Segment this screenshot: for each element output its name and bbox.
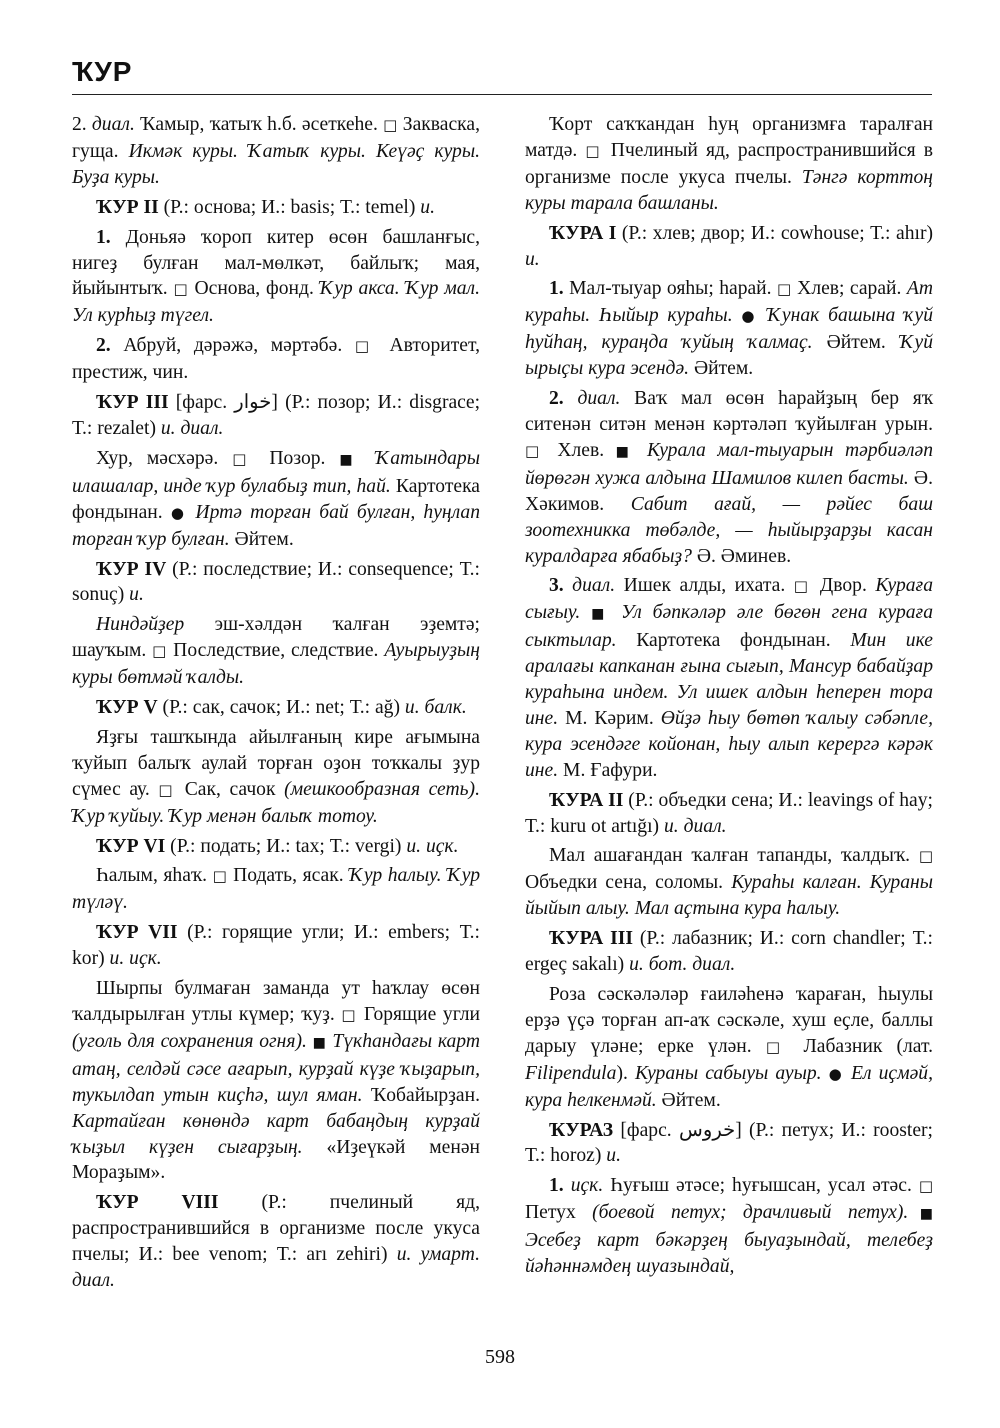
proverb-marker-icon: ● <box>741 307 759 326</box>
left-column <box>72 112 480 1298</box>
headword: ҠУР IV <box>96 558 167 580</box>
headword: ҠУРА III <box>549 928 633 950</box>
translation-marker-icon: □ <box>585 141 603 160</box>
example-marker-icon: ■ <box>591 606 611 623</box>
entry-headword: ҠУРАЗ [фарс. خروس] (Р.: петух; И.: rooster; Т.: horoz) и. <box>525 1119 933 1167</box>
entry-sense: 2. диал. Ҡамыр, ҡатыҡ һ.б. әсеткеһе. □ Закваска, гуща. Икмәк куры. Ҡатыҡ куры. Кеүәҫ куры. Буҙа куры. <box>72 114 481 188</box>
proverb-marker-icon: ● <box>828 1064 844 1083</box>
entry-headword: ҠУР IV (Р.: последствие; И.: consequence; Т.: sonuç) и. <box>72 558 480 606</box>
entry-sense: Һалым, яһаҡ. □ Подать, ясак. Ҡур һалыу. Ҡур түләү. <box>72 865 480 914</box>
entry-sense: Мал ашағандан ҡалған тапанды, ҡалдыҡ. □ Объедки сена, соломы. Кураһы калған. Кураны йыйып алыу. Мал аҫтына кура һалыу. <box>525 845 933 920</box>
example-marker-icon: ■ <box>615 443 636 460</box>
headword: ҠУРА II <box>549 789 624 811</box>
translation-marker-icon: □ <box>152 642 168 661</box>
headword: ҠУР VI <box>96 835 166 857</box>
translation-marker-icon: □ <box>793 577 812 596</box>
entry-sense: Ниндәйҙер эш-хәлдән ҡалған эҙемтә; шауҡым. □ Последствие, следствие. Ауырыуҙың куры бөтмәй ҡалды. <box>72 614 480 689</box>
entry-sense: Шырпы булмаған заманда ут һаҡлау өсөн ҡалдырылған утлы күмер; ҡуҙ. □ Горящие угли (уголь для сохранения огня). ■ Түкһандағы карт атаң, селдәй сәсе ағарып, курҙай күҙе ҡыҙарып, тукылдап утын киҫһә, шул яман. Ҡобайырҙан. Картайған көнөндә карт бабаңдың курҙай ҡыҙыл күҙен сығарҙың. «Иҙеүкәй менән Мораҙым». <box>72 978 480 1184</box>
page-number: 598 <box>485 1346 515 1368</box>
headword: ҠУР III <box>96 392 169 414</box>
translation-marker-icon: □ <box>918 1177 934 1196</box>
entry-sense: Ҡорт саҡҡандан һуң организмға таралған матдә. □ Пчелиный яд, распространившийся в организме после укуса пчелы. Тәнгә корттоң куры тарала башланы. <box>525 114 933 214</box>
headword: ҠУРАЗ <box>549 1119 614 1141</box>
entry-sense: 1. иҫк. Һуғыш әтәсе; һуғышсан, усал әтәс. □ Петух (боевой петух; драчливый петух).■ Эсебеҙ карт бәкәрҙең быуаҙындай, телебеҙ йәһәннәмдең шуазындай, <box>525 1175 934 1278</box>
entry-sense: Хур, мәсхәрә. □ Позор. ■ Ҡатындары илашалар, инде ҡур булабыҙ тип, һай. Картотека фондынан. ● Иртә торған бай булған, һуңлап торған ҡур булған. Әйтем. <box>72 447 481 550</box>
proverb-marker-icon: ● <box>170 503 188 522</box>
right-column <box>525 112 933 1284</box>
entry-headword: ҠУР III [фарс. خوار] (Р.: позор; И.: disgrace; Т.: rezalet) и. диал. <box>72 392 481 439</box>
entry-sense: 2. Абруй, дәрәжә, мәртәбә. □ Авторитет, престиж, чин. <box>72 335 480 384</box>
entry-headword: ҠУР VI (Р.: подать; И.: tax; Т.: vergi) и. иҫк. <box>96 835 459 857</box>
example-marker-icon: ■ <box>908 1206 933 1223</box>
entry-headword: ҠУР VIII (Р.: пчелиный яд, распространившийся в организме после укуса пчелы; И.: bee venom; Т.: arı zehiri) и. умарт. диал. <box>72 1192 480 1292</box>
entry-sense: Роза сәскәләләр ғаиләһенә ҡараған, һыулы ерҙә үҫә торған ап-аҡ сәскәле, хуш еҫле, баллы дарыу үләне; ерке үлән. □ Лабазник (лат. Filipendula). Кураны сабыуы ауыр. ● Ел иҫмәй, кура һелкенмәй. Әйтем. <box>525 984 933 1111</box>
translation-marker-icon: □ <box>341 1006 358 1024</box>
translation-marker-icon: □ <box>765 1037 790 1056</box>
entry-sense: 1. Доньяә ҡороп китер өсөн башланғыс, нигеҙ булған мал-мөлкәт, байлыҡ; мая, йыйынтыҡ. □ Основа, фонд. Ҡур акса. Ҡур мал. Ул курһыҙ түгел. <box>72 226 480 327</box>
headword: ҠУР VIII <box>96 1192 219 1214</box>
entry-sense: 2. диал. Ваҡ мал өсөн һарайҙың бер яҡ ситенән ситән менән кәртәләп ҡуйылған урын. □ Хлев. ■ Курала мал-тыуарын тәрбиәләп йөрөгән хужа алдына Шамилов килеп басты. Ә. Хәкимов. Сабит ағай, — рәйес баш зоотехникка төбәлде, — һыйырҙарҙы касан куралдарға ябабыҙ? Ә. Әминев. <box>525 388 934 567</box>
headword: ҠУР VII <box>96 922 178 944</box>
headword: ҠУР II <box>96 196 159 218</box>
translation-marker-icon: □ <box>232 449 256 468</box>
entry-headword: ҠУР II (Р.: основа; И.: basis; Т.: temel) и. <box>96 196 435 218</box>
header-rule <box>72 94 932 95</box>
headword: ҠУРА I <box>549 222 617 244</box>
example-marker-icon: ■ <box>339 451 362 468</box>
example-marker-icon: ■ <box>312 1034 327 1051</box>
running-head: ҠУР <box>72 56 133 87</box>
entry-sense: 1. Мал-тыуар ояһы; һарай. □ Хлев; сарай. Ат кураһы. Һыйыр кураһы. ● Ҡунак башына ҡуй һуйһаң, кураңда ҡуйың ҡалмаҫ. Әйтем. Ҡуй ырыҫы кура эсендә. Әйтем. <box>525 278 933 380</box>
entry-headword: ҠУРА III (Р.: лабазник; И.: corn chandler; Т.: ergeç sakalı) и. бот. диал. <box>525 928 933 976</box>
entry-headword: ҠУРА II (Р.: объедки сена; И.: leavings of hay; Т.: kuru ot artığı) и. диал. <box>525 789 933 837</box>
translation-marker-icon: □ <box>525 441 546 460</box>
translation-marker-icon: □ <box>173 280 189 299</box>
headword: ҠУР V <box>96 697 158 719</box>
translation-marker-icon: □ <box>777 280 792 299</box>
entry-headword: ҠУР VII (Р.: горящие угли; И.: embers; Т.: kor) и. иҫк. <box>72 922 480 970</box>
entry-sense: 3. диал. Ишек алды, ихата. □ Двор. Кураға сығыу. ■ Ул бәпкәләр әле бөгөн гена кураға сыктылар. Картотека фондынан. Мин ике аралағы капканан ғына сығып, Мансур бабайҙар кураһына индем. Ул ишек алдын һеперен тора ине. М. Кәрим. Өйҙә һыу бөтөп ҡалыу сәбәпле, кура эсендәге койонан, һыу алып керергә кәрәк ине. М. Ғафури. <box>525 575 933 781</box>
translation-marker-icon: □ <box>212 867 228 886</box>
translation-marker-icon: □ <box>918 847 933 866</box>
entry-headword: ҠУР V (Р.: сак, сачок; И.: net; Т.: ağ) и. балк. <box>96 697 467 719</box>
translation-marker-icon: □ <box>383 116 398 134</box>
entry-sense: Яҙғы ташҡында айылғаның кире ағымына ҡуйып балыҡ аулай торған оҙон тоҡкалы ҙур сүмес ау. □ Сак, сачок (мешкообразная сеть). Ҡур ҡуйыу. Ҡур менән балыҡ тотоу. <box>72 726 480 827</box>
entry-headword: ҠУРА I (Р.: хлев; двор; И.: cowhouse; Т.: ahır) и. <box>525 222 934 270</box>
translation-marker-icon: □ <box>158 780 177 799</box>
translation-marker-icon: □ <box>354 337 377 356</box>
